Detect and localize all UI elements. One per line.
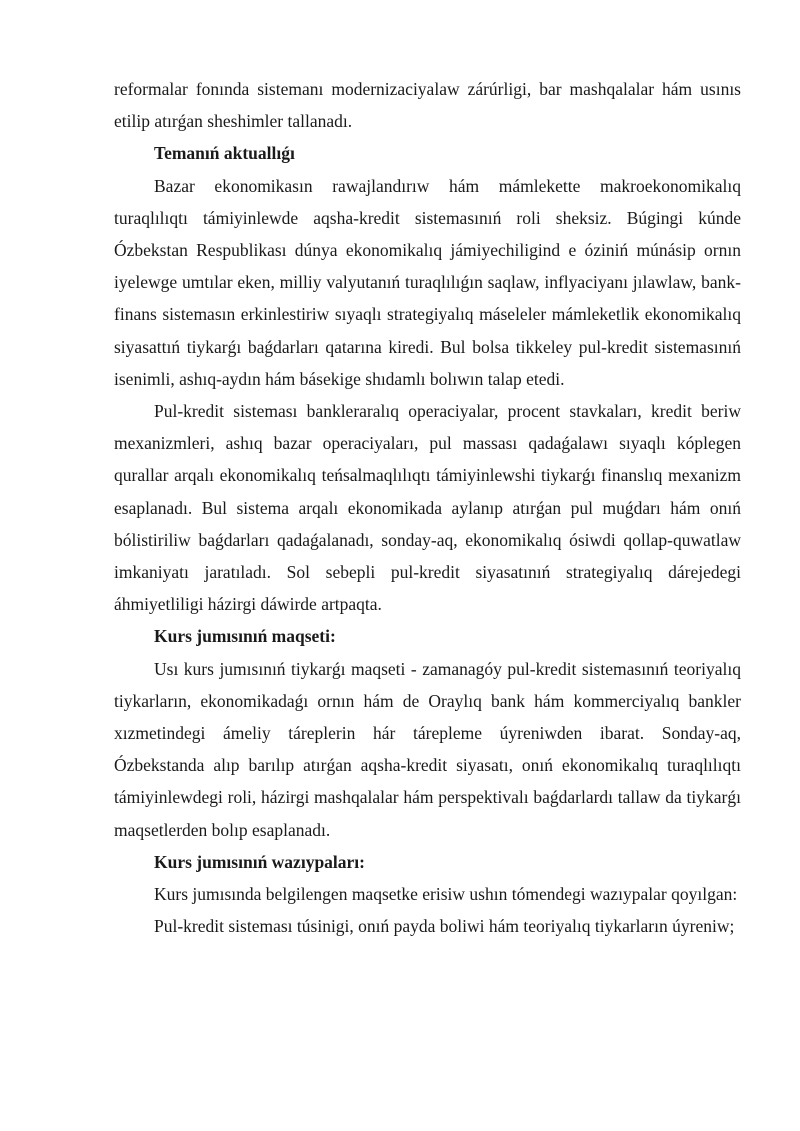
- heading-course-goal: Kurs jumısınıń maqseti:: [154, 626, 336, 647]
- paragraph-intro-continuation: reformalar fonında sistemanı modernizaciyalaw zárúrligi, bar mashqalalar hám usınıs etilip atırǵan sheshimler tallanadı.: [114, 79, 741, 132]
- paragraph-tasks-intro: Kurs jumısında belgilengen maqsetke erisiw ushın tómendegi wazıypalar qoyılgan:: [154, 884, 738, 905]
- heading-topic-relevance: Temanıń aktuallıǵı: [154, 143, 295, 164]
- document-body: [114, 73, 741, 942]
- heading-course-tasks: Kurs jumısınıń wazıypaları:: [154, 851, 365, 872]
- paragraph-relevance-2: Pul-kredit sisteması bankleraralıq operaciyalar, procent stavkaları, kredit beriw mexanizmleri, ashıq bazar operaciyaları, pul massası qadaǵalawı sıyaqlı kóplegen qurallar arqalı ekonomikalıq teńsalmaqlılıqtı támiyinlewshi tiykarǵı finanslıq mexanizm esaplanadı. Bul sistema arqalı ekonomikada aylanıp atırǵan pul muǵdarı hám onıń bólistiriliw baǵdarları qadaǵalanadı, sonday-aq, ekonomikalıq ósiwdi qollap-quwatlaw imkaniyatı jaratıladı. Sol sebepli pul-kredit siyasatınıń strategiyalıq dárejedegi áhmiyetliligi házirgi dáwirde artpaqta.: [114, 401, 741, 615]
- paragraph-task-1: Pul-kredit sisteması túsinigi, onıń payda boliwi hám teoriyalıq tiykarların úyreniw;: [154, 916, 735, 937]
- paragraph-course-goal: Usı kurs jumısınıń tiykarǵı maqseti - zamanagóy pul-kredit sistemasınıń teoriyalıq tiykarların, ekonomikadaǵı ornın hám de Oraylıq bank hám kommerciyalıq bankler xızmetindegi ámeliy táreplerin hár tárepleme úyreniwden ibarat. Sonday-aq, Ózbekstanda alıp barılıp atırǵan aqsha-kredit siyasatı, onıń ekonomikalıq turaqlılıqtı támiyinlewdegi roli, házirgi mashqalalar hám perspektivalı baǵdarlardı tallaw da tiykarǵı maqsetlerden bolıp esaplanadı.: [114, 658, 741, 840]
- paragraph-relevance-1: Bazar ekonomikasın rawajlandırıw hám mámlekette makroekonomikalıq turaqlılıqtı támiyinlewde aqsha-kredit sistemasınıń roli sheksiz. Búgingi kúnde Ózbekstan Respublikası dúnya ekonomikalıq jámiyechiligind e óziniń múnásip ornın iyelewge umtılar eken, milliy valyutanıń turaqlılıǵın saqlaw, inflyaciyanı jılawlaw, bank-finans sistemasın erkinlestiriw sıyaqlı strategiyalıq máseleler mámleketlik ekonomikalıq siyasattıń tiykarǵı baǵdarları qatarına kiredi. Bul bolsa tikkeley pul-kredit sistemasınıń isenimli, ashıq-aydın hám básekige shıdamlı bolıwın talap etedi.: [114, 175, 741, 389]
